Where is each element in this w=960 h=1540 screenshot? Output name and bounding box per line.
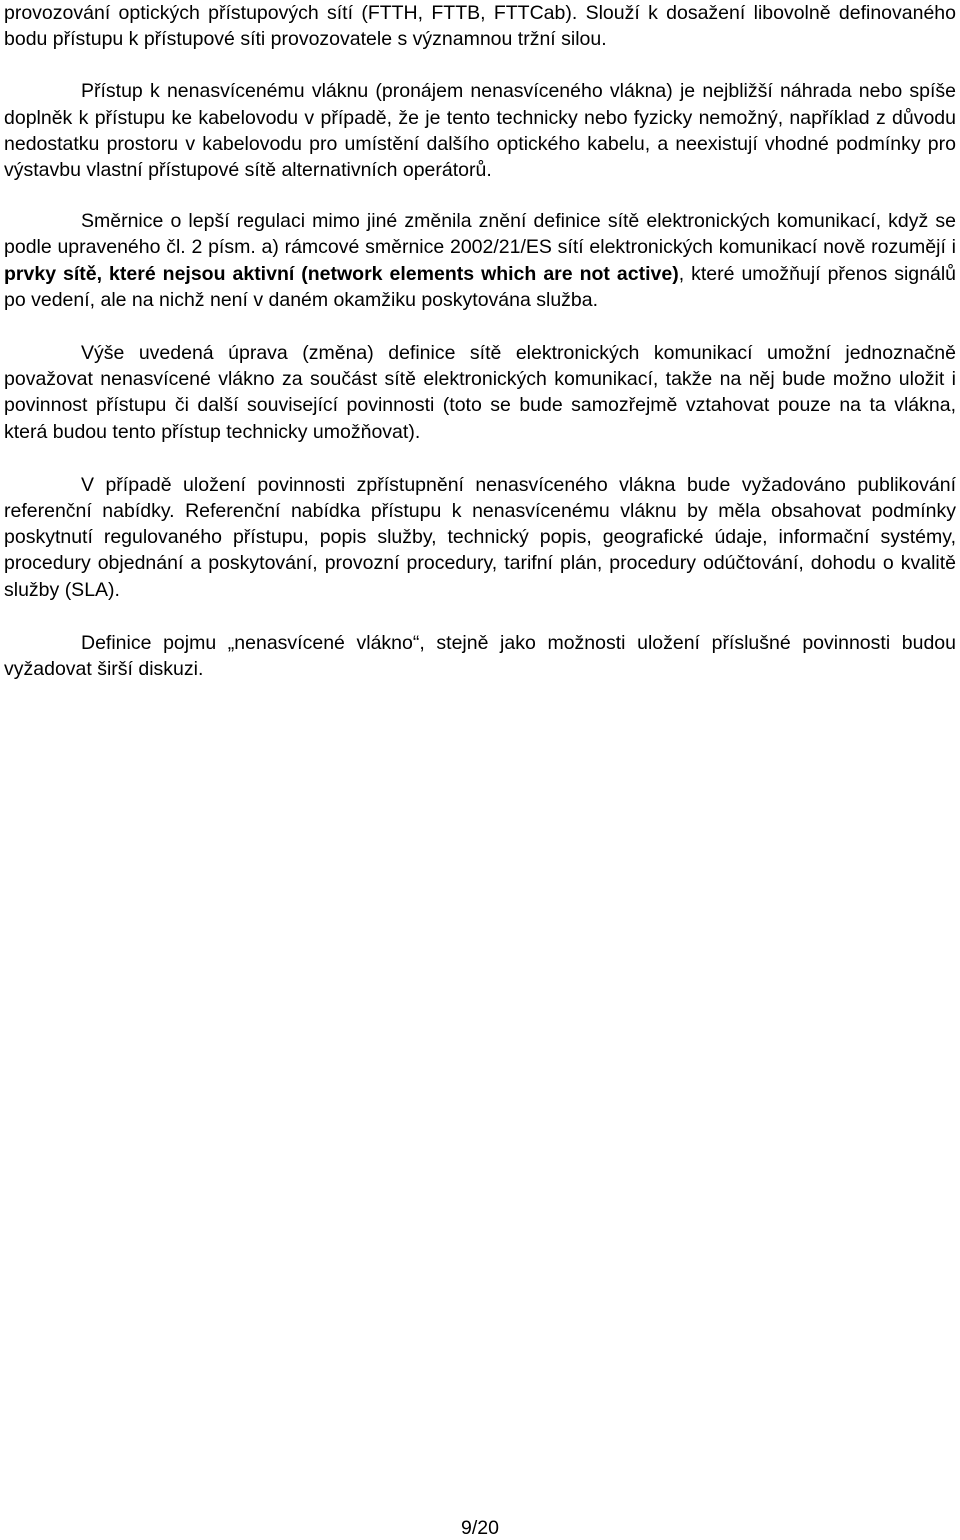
paragraph-continuation: [4, 0, 956, 52]
paragraph-directive-definition: [4, 208, 956, 313]
paragraph-text: Výše uvedená úprava (změna) definice sítě elektronických komunikací umožní jednoznačně považovat nenasvícené vlákno za součást sítě elektronických komunikací, takže na něj bude možno uložit i povinnost přístupu či další související povinnosti (toto se bude samozřejmě vztahovat pouze na ta vlákna, která budou tento přístup technicky umožňovat).: [4, 342, 956, 443]
paragraph-discussion: [4, 630, 956, 682]
paragraph-text: Přístup k nenasvícenému vláknu (pronájem nenasvíceného vlákna) je nejbližší náhrada nebo spíše doplněk k přístupu ke kabelovodu v případě, že je tento technicky nebo fyzicky nemožný, například z důvodu nedostatku prostoru v kabelovodu pro umístění dalšího optického kabelu, a neexistují vhodné podmínky pro výstavbu vlastní přístupové sítě alternativních operátorů.: [4, 80, 956, 182]
page-number: 9/20: [461, 1517, 499, 1539]
paragraph-definition-change: [4, 340, 956, 445]
paragraph-reference-offer: [4, 472, 956, 603]
paragraph-text: , které umožňují přenos signálů po vedení, ale na nichž není v daném okamžiku poskytována služba.: [4, 262, 957, 311]
document-page: [4, 0, 956, 682]
bold-phrase: prvky sítě, které nejsou aktivní (network elements which are not active): [4, 262, 679, 285]
paragraph-text: Směrnice o lepší regulaci mimo jiné změnila znění definice sítě elektronických komunikací, když se podle upraveného čl. 2 písm. a) rámcové směrnice 2002/21/ES sítí elektronických komunikací nově rozumějí i: [4, 210, 956, 259]
paragraph-text: V případě uložení povinnosti zpřístupnění nenasvíceného vlákna bude vyžadováno publikování referenční nabídky. Referenční nabídka přístupu k nenasvícenému vláknu by měla obsahovat podmínky poskytnutí regulovaného přístupu, popis služby, technický popis, geografické údaje, informační systémy, procedury objednání a poskytování, provozní procedury, tarifní plán, procedury odúčtování, dohodu o kvalitě služby (SLA).: [4, 473, 956, 601]
paragraph-text: provozování optických přístupových sítí (FTTH, FTTB, FTTCab). Slouží k dosažení libovolně definovaného bodu přístupu k přístupové síti provozovatele s významnou tržní silou.: [4, 2, 956, 51]
paragraph-dark-fiber-access: [4, 78, 956, 183]
paragraph-text: Definice pojmu „nenasvícené vlákno“, stejně jako možnosti uložení příslušné povinnosti budou vyžadovat širší diskuzi.: [4, 631, 956, 681]
